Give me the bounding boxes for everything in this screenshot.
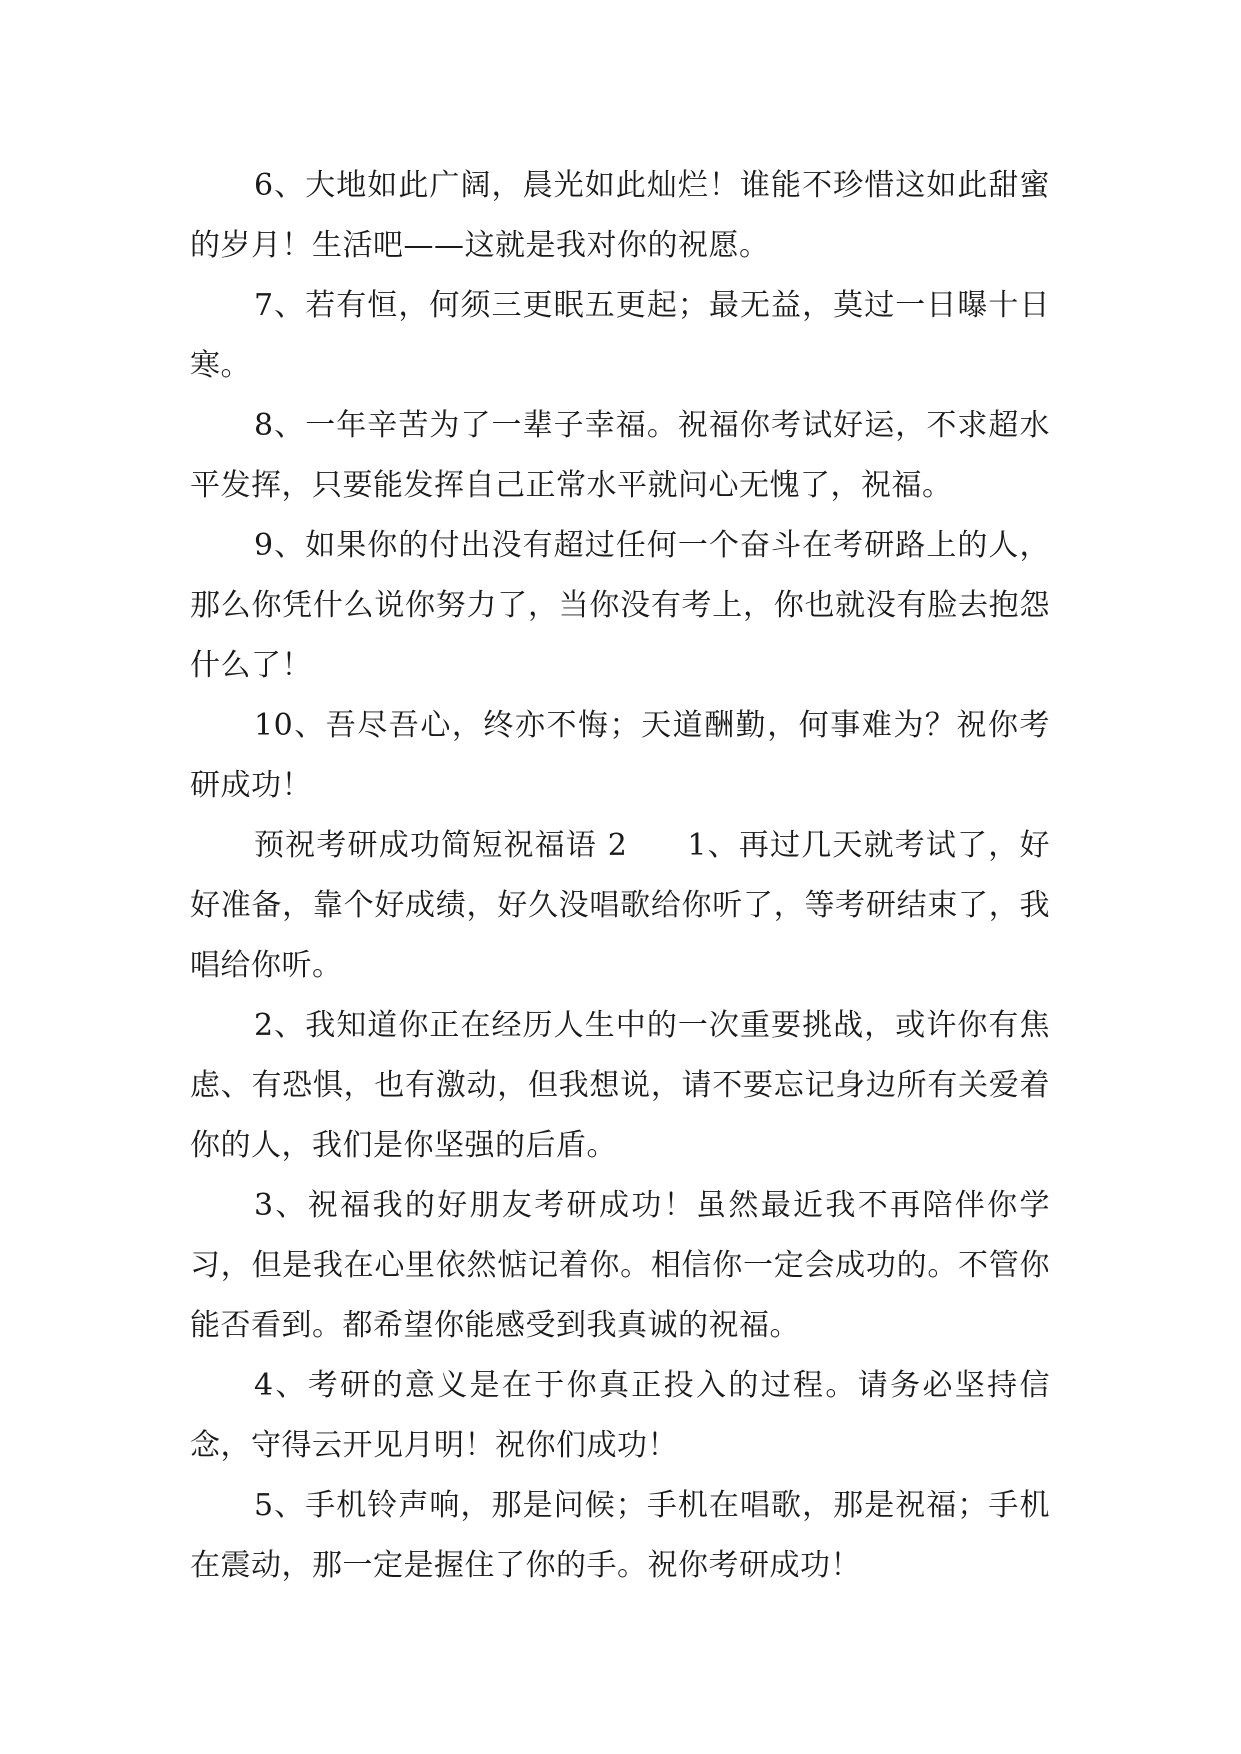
section-2-item-1: 1、再过几天就考试了，好好准备，靠个好成绩，好久没唱歌给你听了，等考研结束了，我唱给你听。 [190,828,1050,983]
section-2-item-2: 2、我知道你正在经历人生中的一次重要挑战，或许你有焦虑、有恐惧，也有激动，但我想说，请不要忘记身边所有关爱着你的人，我们是你坚强的后盾。 [190,1008,1050,1163]
paragraph-item-6: 6、大地如此广阔，晨光如此灿烂！谁能不珍惜这如此甜蜜的岁月！生活吧——这就是我对你的祝愿。 [190,168,1050,263]
section-2-item-4: 4、考研的意义是在于你真正投入的过程。请务必坚持信念，守得云开见月明！祝你们成功！ [190,1368,1050,1463]
section-2-paragraph [190,816,1050,996]
paragraph-item-9: 9、如果你的付出没有超过任何一个奋斗在考研路上的人，那么你凭什么说你努力了，当你没有考上，你也就没有脸去抱怨什么了！ [190,528,1050,683]
section-heading: 预祝考研成功简短祝福语 2 [254,828,628,863]
document-body [190,156,1050,1596]
section-2-item-5: 5、手机铃声响，那是问候；手机在唱歌，那是祝福；手机在震动，那一定是握住了你的手。祝你考研成功！ [190,1488,1050,1583]
paragraph-item-10: 10、吾尽吾心，终亦不悔；天道酬勤，何事难为？祝你考研成功！ [190,708,1050,803]
paragraph-item-8: 8、一年辛苦为了一辈子幸福。祝福你考试好运，不求超水平发挥，只要能发挥自己正常水平就问心无愧了，祝福。 [190,408,1050,503]
section-2-item-3: 3、祝福我的好朋友考研成功！虽然最近我不再陪伴你学习，但是我在心里依然惦记着你。相信你一定会成功的。不管你能否看到。都希望你能感受到我真诚的祝福。 [190,1188,1050,1343]
paragraph-item-7: 7、若有恒，何须三更眠五更起；最无益，莫过一日曝十日寒。 [190,288,1050,383]
